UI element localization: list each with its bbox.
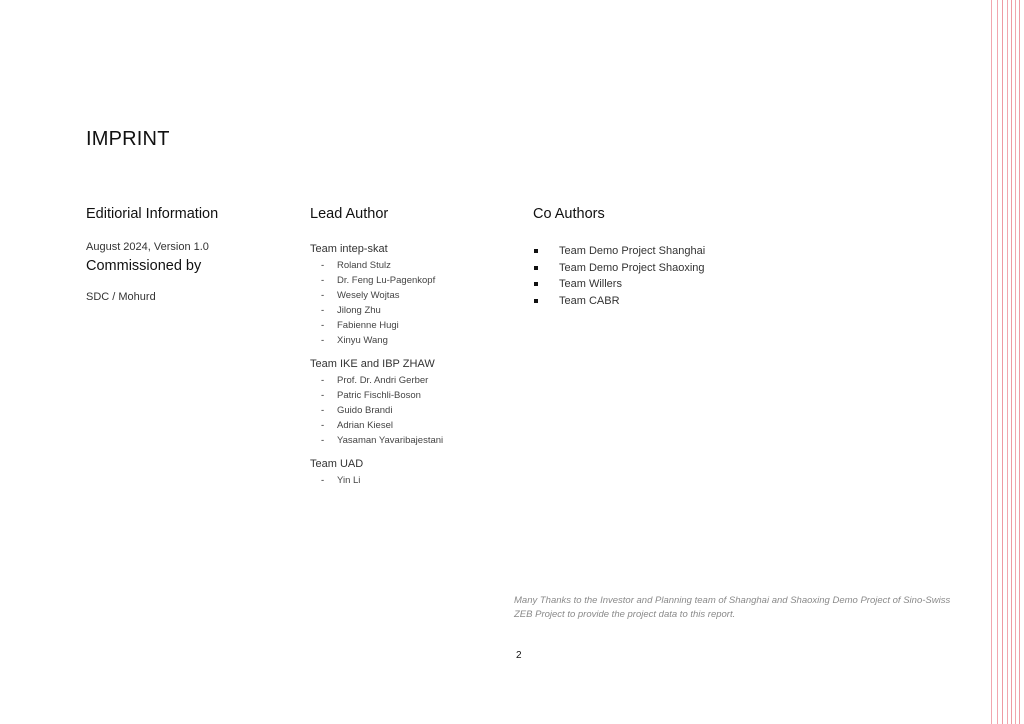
member-name: Wesely Wojtas — [337, 290, 400, 301]
commissioner-text: SDC / Mohurd — [86, 291, 156, 303]
co-author-item — [533, 276, 763, 293]
team-name: Team intep-skat — [310, 243, 388, 255]
dash-icon: - — [321, 305, 325, 316]
co-author-name: Team Willers — [559, 278, 622, 290]
dash-icon: - — [321, 405, 325, 416]
lead-author-section — [310, 205, 520, 488]
team-block — [310, 457, 520, 488]
member-name: Guido Brandi — [337, 405, 393, 416]
dash-icon: - — [321, 390, 325, 401]
commissioned-heading: Commissioned by — [86, 258, 202, 274]
editorial-section — [86, 205, 286, 304]
lead-author-heading: Lead Author — [310, 206, 389, 222]
co-author-item — [533, 243, 763, 260]
dash-icon: - — [321, 275, 325, 286]
member-name: Adrian Kiesel — [337, 420, 393, 431]
co-author-name: Team CABR — [559, 294, 620, 307]
member-name: Xinyu Wang — [337, 335, 388, 346]
member-item — [310, 388, 520, 403]
co-author-item — [533, 260, 763, 277]
dash-icon: - — [321, 320, 325, 331]
member-list — [310, 258, 520, 348]
team-name: Team IKE and IBP ZHAW — [310, 358, 435, 370]
member-list — [310, 373, 520, 448]
member-name: Prof. Dr. Andri Gerber — [337, 375, 429, 386]
team-block — [310, 357, 520, 448]
editorial-heading: Editiorial Information — [86, 206, 219, 222]
member-item — [310, 318, 520, 333]
dash-icon: - — [321, 290, 325, 301]
square-bullet-icon — [534, 282, 538, 286]
co-author-name: Team Demo Project Shanghai — [559, 245, 706, 257]
member-item — [310, 303, 520, 318]
square-bullet-icon — [534, 249, 538, 253]
page-title: IMPRINT — [86, 128, 170, 150]
dash-icon: - — [321, 335, 325, 346]
page-number: 2 — [516, 650, 522, 661]
dash-icon: - — [321, 435, 325, 446]
version-text: August 2024, Version 1.0 — [86, 241, 209, 253]
dash-icon: - — [321, 260, 325, 271]
member-item — [310, 473, 520, 488]
co-author-list — [533, 243, 763, 309]
member-name: Jilong Zhu — [337, 305, 381, 316]
dash-icon: - — [321, 375, 325, 386]
member-item — [310, 433, 520, 448]
member-name: Dr. Feng Lu-Pagenkopf — [337, 275, 436, 286]
co-author-name: Team Demo Project Shaoxing — [559, 261, 705, 274]
member-item — [310, 403, 520, 418]
member-item — [310, 288, 520, 303]
member-name: Patric Fischli-Boson — [337, 390, 421, 401]
team-name: Team UAD — [310, 458, 364, 470]
member-item — [310, 333, 520, 348]
square-bullet-icon — [534, 299, 538, 303]
square-bullet-icon — [534, 266, 538, 270]
member-item — [310, 418, 520, 433]
member-name: Roland Stulz — [337, 260, 391, 271]
co-author-item — [533, 293, 763, 310]
acknowledgement-note: Many Thanks to the Investor and Planning team of Shanghai and Shaoxing Demo Project of Sino-Swiss ZEB Project to provide the project data to this report. — [514, 595, 951, 620]
member-name: Yasaman Yavaribajestani — [337, 435, 444, 446]
dash-icon: - — [321, 475, 325, 486]
member-name: Fabienne Hugi — [337, 320, 399, 331]
member-name: Yin Li — [337, 475, 361, 486]
co-authors-section — [533, 205, 763, 309]
member-list — [310, 473, 520, 488]
member-item — [310, 258, 520, 273]
member-item — [310, 273, 520, 288]
co-authors-heading: Co Authors — [533, 206, 605, 222]
member-item — [310, 373, 520, 388]
dash-icon: - — [321, 420, 325, 431]
team-block — [310, 242, 520, 348]
decorative-stripes — [990, 0, 1024, 724]
